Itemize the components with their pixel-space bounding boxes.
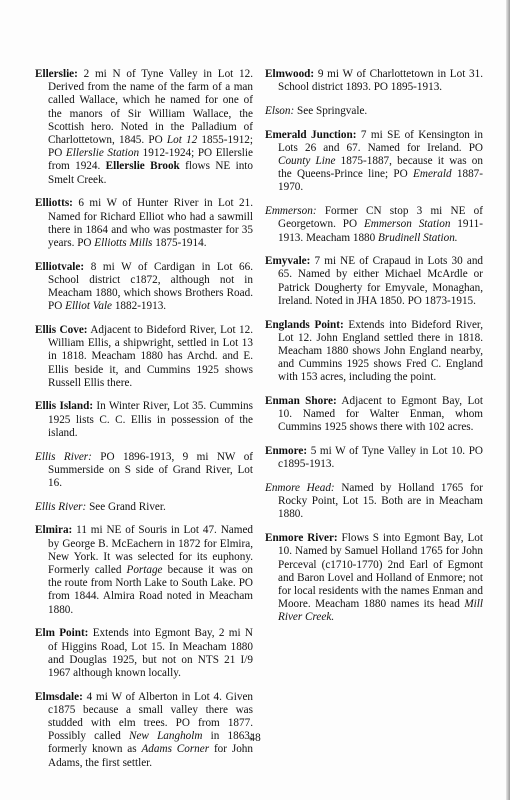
left-column: [35, 68, 253, 780]
gazetteer-entry: [35, 691, 253, 770]
entry-text: 1875-1914.: [152, 236, 207, 249]
gazetteer-entry: [265, 205, 483, 245]
entry-text: 7 mi SE of Kensington in Lots 26 and 67. Named for Ireland. PO: [278, 128, 484, 154]
gazetteer-entry: [265, 105, 483, 118]
entry-emphasis: Portage: [126, 564, 163, 576]
entry-text: 1887-1970.: [278, 168, 483, 194]
entry-text: Named by Holland 1765 for Rocky Point, Lot 15. Both are in Meacham 1880.: [278, 482, 483, 521]
entry-text: flows NE into Smelt Creek.: [48, 160, 253, 186]
gazetteer-entry: [265, 482, 483, 522]
gazetteer-entry: [265, 255, 483, 308]
gazetteer-entry: [265, 319, 483, 385]
entry-text: Flows S into Egmont Bay, Lot 10. Named by Samuel Holland 1765 for John Perceval (c1710-1770) 2nd Earl of Egmont and Baron Lovel and Holland of Enmore; not for local residents with the names Enman and Moore. Meacham 1880 names its head: [278, 532, 484, 611]
entry-headword: Emyvale:: [265, 255, 311, 268]
gazetteer-entry: [265, 395, 483, 435]
right-column: [265, 68, 483, 635]
entry-text: 2 mi N of Tyne Valley in Lot 12. Derived from the name of the farm of a man called Wallace, which he named for one of the manors of Sir William Wallace, the Scottish hero. Noted in the Palladium of Charlottetown, 1845. PO: [48, 68, 254, 147]
entry-text: 1855-1912; PO: [48, 134, 253, 160]
entry-headword: Ellis River:: [35, 500, 87, 513]
entry-headword: Emmerson:: [265, 205, 317, 218]
entry-text: Adjacent to Egmont Bay, Lot 10. Named for Walter Enman, whom Cummins 1925 shows there with 102 acres.: [278, 395, 483, 434]
gazetteer-entry: [35, 501, 253, 514]
entry-text: 7 mi NE of Crapaud in Lots 30 and 65. Named by either Michael McArdle or Patrick Dougherty for Emyvale, Monaghan, Ireland. Noted in JHA 1850. PO 1873-1915.: [278, 255, 484, 307]
entry-emphasis: Ellerslie Brook: [105, 160, 180, 173]
entry-text: 11 mi NE of Souris in Lot 47. Named by George B. McEachern in 1872 for Elmira, New York. It was selected for its euphony. Formerly called: [48, 524, 254, 576]
gazetteer-entry: [35, 197, 253, 250]
entry-emphasis: Elliotts Mills: [94, 236, 153, 249]
entry-text: 1911-1913. Meacham 1880: [278, 218, 483, 244]
entry-emphasis: Lot 12: [166, 134, 198, 147]
entry-headword: Emerald Junction:: [265, 128, 357, 141]
entry-headword: Enmore River:: [265, 532, 338, 545]
entry-text: See Springvale.: [297, 104, 368, 117]
entry-text: because it was on the route from North Lake to South Lake. PO from 1844. Almira Road noted in Meacham 1880.: [48, 564, 253, 616]
entry-headword: Englands Point:: [265, 318, 344, 331]
entry-headword: Ellis Island:: [35, 400, 94, 413]
gazetteer-entry: [265, 445, 483, 471]
entry-text: See Grand River.: [89, 500, 166, 513]
entry-text: in 1863; formerly known as: [48, 730, 253, 756]
entry-text: Former CN stop 3 mi NE of Georgetown. PO: [278, 205, 483, 231]
entry-emphasis: Brudinell Station.: [378, 231, 458, 244]
entry-text: 9 mi W of Charlottetown in Lot 31. School district 1893. PO 1895-1913.: [278, 68, 484, 94]
entry-headword: Ellis Cove:: [35, 323, 88, 336]
entry-text: In Winter River, Lot 35. Cummins 1925 lists C. C. Ellis in possession of the island.: [48, 400, 253, 439]
entry-text: 4 mi W of Alberton in Lot 4. Given c1875 because a small valley there was studded with elm trees. PO from 1877. Possibly called: [48, 690, 254, 743]
entry-headword: Enman Shore:: [265, 395, 337, 408]
entry-headword: Elm Point:: [35, 627, 89, 640]
gazetteer-entry: [35, 524, 253, 616]
entry-emphasis: Mill River Creek.: [278, 598, 483, 624]
entry-headword: Elmira:: [35, 524, 73, 537]
entry-emphasis: Emmerson Station: [363, 218, 451, 231]
entry-text: Adjacent to Bideford River, Lot 12. William Ellis, a shipwright, settled in Lot 13 in 1818. Meacham 1880 has Archd. and E. Ellis beside it, and Cummins 1925 shows Russell Ellis there.: [48, 323, 254, 389]
entry-emphasis: New Langholm: [129, 730, 203, 743]
entry-text: 8 mi W of Cardigan in Lot 66. School district c1872, although not in Meacham 1880, which shows Brothers Road. PO: [48, 260, 254, 313]
entry-text: 1882-1913.: [112, 300, 167, 313]
entry-text: 6 mi W of Hunter River in Lot 21. Named for Richard Elliot who had a sawmill there in 1864 and who was postmaster for 35 years. PO: [48, 197, 253, 249]
entry-headword: Elmwood:: [265, 68, 315, 80]
entry-text: 1912-1924; PO Ellerslie from 1924.: [48, 147, 253, 173]
entry-emphasis: Ellerslie Station: [65, 147, 140, 160]
page-edge-shadow: [506, 0, 510, 800]
entry-emphasis: Elliot Vale: [65, 300, 113, 313]
gazetteer-entry: [35, 400, 253, 440]
entry-headword: Elson:: [265, 104, 295, 117]
entry-text: Extends into Egmont Bay, 2 mi N of Higgins Road, Lot 15. In Meacham 1880 and Douglas 1925, but not on NTS 21 I/9 1967 although known locally.: [48, 627, 253, 679]
entry-headword: Enmore Head:: [265, 482, 335, 495]
gazetteer-entry: [35, 627, 253, 680]
entry-text: Extends into Bideford River, Lot 12. John England settled there in 1818. Meacham 1880 shows John England nearby, and Cummins 1925 shows Fred C. England with 153 acres, including the point.: [278, 318, 483, 384]
entry-headword: Enmore:: [265, 445, 308, 458]
entry-headword: Elliotvale:: [35, 260, 85, 273]
entry-emphasis: County Line: [278, 155, 336, 168]
gazetteer-entry: [35, 451, 253, 491]
entry-emphasis: Adams Corner: [141, 743, 210, 756]
gazetteer-entry: [35, 68, 253, 187]
gazetteer-entry: [265, 129, 483, 195]
entry-headword: Ellerslie:: [35, 68, 78, 80]
entry-text: 1875-1887, because it was on the Queens-Prince line; PO: [278, 155, 483, 181]
gazetteer-entry: [35, 324, 253, 390]
entry-headword: Elmsdale:: [35, 690, 83, 703]
entry-emphasis: Emerald: [413, 168, 452, 181]
entry-text: PO 1896-1913, 9 mi NW of Summerside on S side of Grand River, Lot 16.: [48, 450, 254, 489]
entry-headword: Ellis River:: [35, 450, 92, 463]
gazetteer-entry: [265, 532, 483, 624]
entry-headword: Elliotts:: [35, 197, 73, 210]
gazetteer-entry: [35, 261, 253, 314]
entry-text: for John Adams, the first settler.: [48, 743, 253, 769]
gazetteer-entry: [265, 68, 483, 94]
entry-text: 5 mi W of Tyne Valley in Lot 10. PO c1895-1913.: [278, 445, 484, 471]
page-number: 48: [249, 732, 261, 744]
